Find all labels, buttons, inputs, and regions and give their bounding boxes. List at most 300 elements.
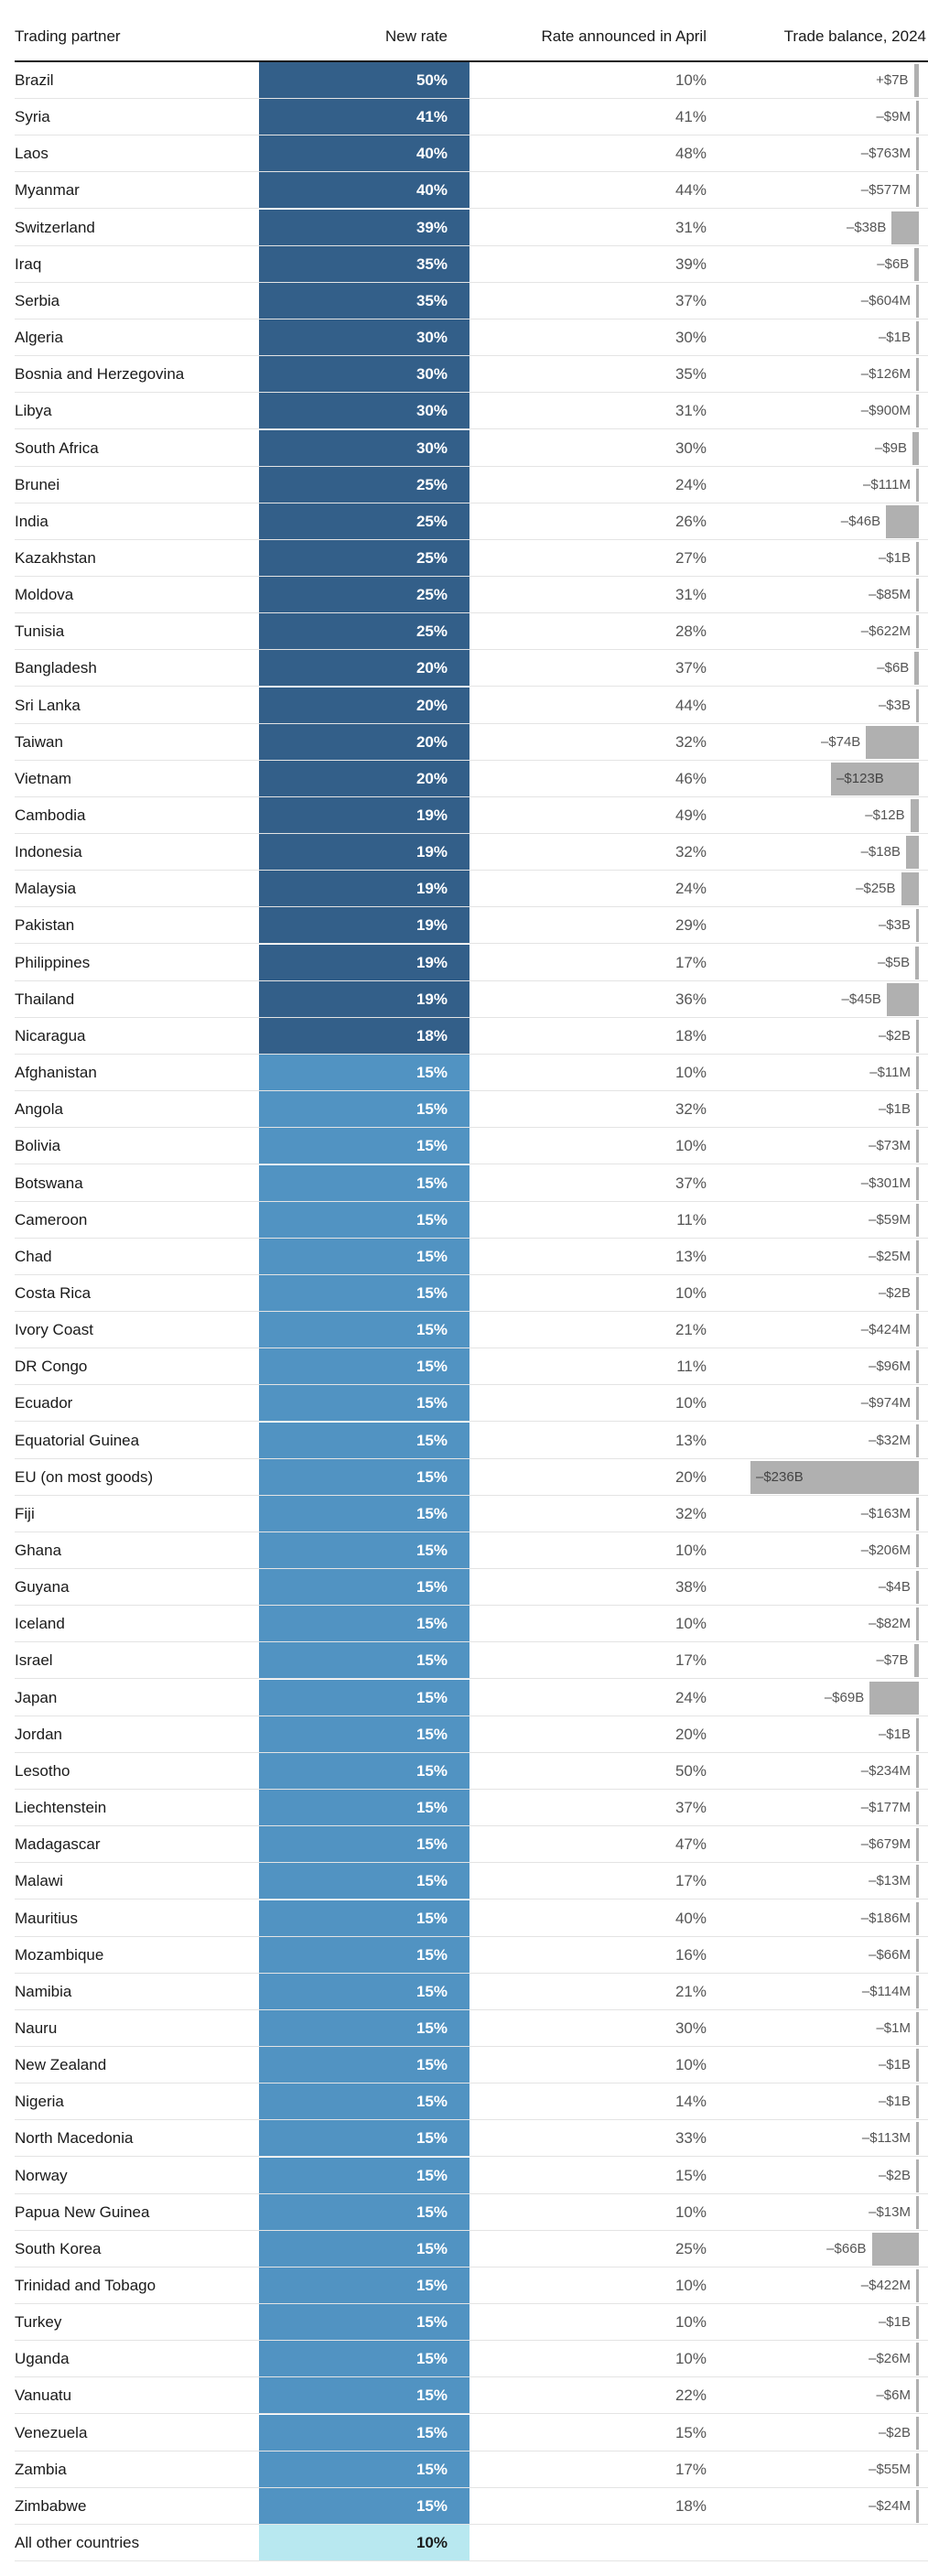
table-row bbox=[0, 210, 928, 246]
trade-balance-bar bbox=[916, 2306, 919, 2339]
table-row bbox=[0, 2341, 928, 2377]
trade-balance-cell bbox=[732, 2194, 919, 2231]
country-name: Vietnam bbox=[15, 769, 72, 787]
trade-balance-bar bbox=[916, 1534, 919, 1567]
trade-balance-bar bbox=[916, 137, 919, 170]
trade-balance-cell bbox=[732, 1128, 919, 1164]
trade-balance-label: –$45B bbox=[841, 990, 881, 1007]
trade-balance-cell bbox=[732, 577, 919, 613]
trade-balance-cell bbox=[732, 1790, 919, 1826]
new-rate-cell: 15% bbox=[259, 1128, 469, 1164]
april-rate-cell: 32% bbox=[674, 843, 707, 861]
country-name: Ivory Coast bbox=[15, 1321, 93, 1339]
country-name: Venezuela bbox=[15, 2423, 88, 2441]
table-row bbox=[0, 1128, 928, 1164]
country-name: South Korea bbox=[15, 2239, 102, 2257]
new-rate-cell: 15% bbox=[259, 1937, 469, 1974]
new-rate-cell: 18% bbox=[259, 1018, 469, 1055]
april-rate-cell: 10% bbox=[674, 1064, 707, 1082]
april-rate-cell: 30% bbox=[674, 438, 707, 457]
trade-balance-cell bbox=[732, 1937, 919, 1974]
trade-balance-bar bbox=[916, 1240, 919, 1273]
country-name: Syria bbox=[15, 108, 50, 126]
trade-balance-label: –$66M bbox=[869, 1946, 911, 1963]
table-row bbox=[0, 2304, 928, 2341]
country-name: All other countries bbox=[15, 2534, 140, 2552]
table-row bbox=[0, 1202, 928, 1239]
table-row bbox=[0, 2488, 928, 2525]
trade-balance-bar bbox=[916, 1204, 919, 1237]
april-rate-cell: 39% bbox=[674, 254, 707, 273]
table-row bbox=[0, 99, 928, 135]
country-name: Uganda bbox=[15, 2350, 70, 2368]
new-rate-cell: 15% bbox=[259, 1459, 469, 1496]
country-name: New Zealand bbox=[15, 2056, 107, 2074]
trade-balance-cell bbox=[732, 687, 919, 724]
trade-balance-bar bbox=[916, 1755, 919, 1788]
april-rate-cell: 47% bbox=[674, 1835, 707, 1854]
table-row bbox=[0, 467, 928, 503]
trade-balance-label: –$13M bbox=[869, 2203, 911, 2220]
trade-balance-label: –$66B bbox=[826, 2240, 867, 2257]
trade-balance-bar bbox=[916, 1314, 919, 1347]
table-row bbox=[0, 724, 928, 761]
trade-balance-cell bbox=[732, 1753, 919, 1790]
trade-balance-bar bbox=[916, 1939, 919, 1972]
trade-balance-bar bbox=[916, 1387, 919, 1420]
trade-balance-cell bbox=[732, 1423, 919, 1459]
april-rate-cell: 17% bbox=[674, 1872, 707, 1890]
april-rate-cell: 37% bbox=[674, 1174, 707, 1192]
trade-balance-bar bbox=[916, 469, 919, 502]
trade-balance-label: –$6M bbox=[876, 2387, 911, 2404]
trade-balance-bar bbox=[916, 2012, 919, 2045]
april-rate-cell: 21% bbox=[674, 1321, 707, 1339]
new-rate-cell: 15% bbox=[259, 1496, 469, 1532]
table-row bbox=[0, 430, 928, 467]
april-rate-cell: 14% bbox=[674, 2093, 707, 2111]
april-rate-cell: 38% bbox=[674, 1578, 707, 1596]
trade-balance-label: –$1B bbox=[878, 2094, 911, 2110]
new-rate-cell: 15% bbox=[259, 1680, 469, 1716]
table-row bbox=[0, 1459, 928, 1496]
country-name: Papua New Guinea bbox=[15, 2203, 150, 2221]
trade-balance-bar bbox=[916, 2122, 919, 2155]
trade-balance-label: –$59M bbox=[869, 1211, 911, 1228]
trade-balance-bar bbox=[866, 726, 919, 759]
april-rate-cell: 37% bbox=[674, 291, 707, 309]
trade-balance-label: –$577M bbox=[860, 182, 911, 199]
country-name: Malawi bbox=[15, 1872, 63, 1890]
trade-balance-label: –$186M bbox=[860, 1910, 911, 1926]
april-rate-cell: 13% bbox=[674, 1431, 707, 1449]
new-rate-cell: 15% bbox=[259, 1753, 469, 1790]
trade-balance-bar bbox=[911, 799, 919, 832]
table-row bbox=[0, 2268, 928, 2304]
trade-balance-cell bbox=[732, 1496, 919, 1532]
trade-balance-bar bbox=[891, 211, 919, 244]
trade-balance-cell bbox=[732, 135, 919, 172]
table-row bbox=[0, 1790, 928, 1826]
trade-balance-cell bbox=[732, 1532, 919, 1569]
table-row bbox=[0, 135, 928, 172]
table-row bbox=[0, 1569, 928, 1606]
april-rate-cell: 48% bbox=[674, 145, 707, 163]
trade-balance-label: –$6B bbox=[877, 660, 910, 676]
table-row bbox=[0, 613, 928, 650]
trade-balance-cell bbox=[732, 319, 919, 356]
trade-balance-cell bbox=[732, 2231, 919, 2268]
trade-balance-label: –$55M bbox=[869, 2461, 911, 2477]
trade-balance-cell bbox=[732, 2415, 919, 2452]
new-rate-cell: 10% bbox=[259, 2525, 469, 2561]
trade-balance-cell bbox=[732, 2120, 919, 2157]
new-rate-cell: 15% bbox=[259, 2488, 469, 2525]
trade-balance-cell bbox=[732, 246, 919, 283]
country-name: Iceland bbox=[15, 1615, 65, 1633]
april-rate-cell: 26% bbox=[674, 512, 707, 530]
trade-balance-label: –$1B bbox=[878, 330, 911, 346]
new-rate-cell: 15% bbox=[259, 1202, 469, 1239]
trade-balance-bar bbox=[916, 321, 919, 354]
new-rate-cell: 30% bbox=[259, 430, 469, 467]
table-row bbox=[0, 1606, 928, 1642]
new-rate-cell: 15% bbox=[259, 1900, 469, 1937]
trade-balance-label: –$26M bbox=[869, 2351, 911, 2367]
trade-balance-cell bbox=[732, 1826, 919, 1863]
april-rate-cell: 32% bbox=[674, 732, 707, 751]
country-name: Bosnia and Herzegovina bbox=[15, 365, 185, 384]
new-rate-cell: 15% bbox=[259, 2120, 469, 2157]
new-rate-cell: 25% bbox=[259, 613, 469, 650]
new-rate-cell: 20% bbox=[259, 724, 469, 761]
country-name: Chad bbox=[15, 1247, 52, 1265]
new-rate-cell: 30% bbox=[259, 356, 469, 393]
trade-balance-label: –$123B bbox=[836, 770, 884, 786]
april-rate-cell: 10% bbox=[674, 71, 707, 89]
table-row bbox=[0, 2120, 928, 2157]
new-rate-cell: 19% bbox=[259, 834, 469, 871]
trade-balance-bar bbox=[916, 1130, 919, 1163]
new-rate-cell: 25% bbox=[259, 467, 469, 503]
table-row bbox=[0, 1642, 928, 1679]
trade-balance-label: –$114M bbox=[861, 1983, 911, 1999]
april-rate-cell: 44% bbox=[674, 181, 707, 200]
trade-balance-bar bbox=[916, 1498, 919, 1531]
table-row bbox=[0, 1716, 928, 1753]
trade-balance-cell bbox=[732, 1202, 919, 1239]
country-name: Angola bbox=[15, 1100, 63, 1119]
country-name: Nigeria bbox=[15, 2093, 64, 2111]
new-rate-cell: 15% bbox=[259, 1055, 469, 1091]
april-rate-cell: 40% bbox=[674, 1909, 707, 1927]
new-rate-cell: 15% bbox=[259, 1239, 469, 1275]
april-rate-cell: 11% bbox=[676, 1358, 707, 1376]
country-name: Nicaragua bbox=[15, 1026, 86, 1044]
trade-balance-cell bbox=[732, 356, 919, 393]
new-rate-cell: 20% bbox=[259, 687, 469, 724]
april-rate-cell: 33% bbox=[674, 2129, 707, 2148]
trade-balance-label: –$763M bbox=[860, 146, 911, 162]
trade-balance-bar bbox=[916, 1902, 919, 1935]
trade-balance-bar bbox=[916, 2343, 919, 2376]
trade-balance-bar bbox=[916, 395, 919, 428]
trade-balance-bar bbox=[916, 2196, 919, 2229]
table-row bbox=[0, 1826, 928, 1863]
table-row bbox=[0, 62, 928, 99]
trade-balance-label: –$2B bbox=[878, 2167, 911, 2183]
trade-balance-label: –$1B bbox=[878, 2314, 911, 2331]
trade-balance-label: –$301M bbox=[860, 1174, 911, 1191]
table-row bbox=[0, 761, 928, 797]
new-rate-cell: 15% bbox=[259, 1569, 469, 1606]
trade-balance-label: –$46B bbox=[840, 513, 881, 529]
country-name: Norway bbox=[15, 2166, 68, 2184]
trade-balance-cell bbox=[732, 834, 919, 871]
table-row bbox=[0, 2231, 928, 2268]
new-rate-cell: 25% bbox=[259, 577, 469, 613]
trade-balance-cell bbox=[732, 1459, 919, 1496]
trade-balance-label: –$24M bbox=[869, 2497, 911, 2514]
trade-balance-cell bbox=[732, 1974, 919, 2010]
trade-balance-cell bbox=[732, 2452, 919, 2488]
table-row bbox=[0, 1680, 928, 1716]
country-name: Ghana bbox=[15, 1542, 62, 1559]
trade-balance-label: –$622M bbox=[860, 623, 911, 640]
table-row bbox=[0, 1312, 928, 1348]
trade-balance-bar bbox=[869, 1682, 919, 1715]
trade-balance-label: –$126M bbox=[860, 366, 911, 383]
april-rate-cell: 15% bbox=[674, 2423, 707, 2441]
trade-balance-cell bbox=[732, 1312, 919, 1348]
trade-balance-bar bbox=[916, 2417, 919, 2450]
trade-balance-bar bbox=[886, 505, 919, 538]
new-rate-cell: 19% bbox=[259, 945, 469, 981]
trade-balance-bar bbox=[914, 64, 919, 97]
new-rate-cell: 40% bbox=[259, 135, 469, 172]
trade-balance-label: –$3B bbox=[878, 917, 911, 934]
country-name: Trinidad and Tobago bbox=[15, 2277, 156, 2294]
trade-balance-label: –$9B bbox=[874, 439, 907, 456]
table-row bbox=[0, 393, 928, 429]
table-row bbox=[0, 1055, 928, 1091]
trade-balance-bar bbox=[914, 652, 919, 685]
april-rate-cell: 17% bbox=[674, 2460, 707, 2478]
new-rate-cell: 15% bbox=[259, 1165, 469, 1202]
country-name: Libya bbox=[15, 402, 52, 420]
trade-balance-bar bbox=[916, 1020, 919, 1053]
trade-balance-label: –$69B bbox=[824, 1689, 865, 1705]
trade-balance-cell bbox=[732, 2377, 919, 2414]
trade-balance-bar bbox=[916, 1607, 919, 1640]
trade-balance-bar bbox=[916, 1056, 919, 1089]
trade-balance-bar bbox=[916, 542, 919, 575]
table-row bbox=[0, 2047, 928, 2084]
trade-balance-label: –$2B bbox=[878, 1027, 911, 1044]
trade-balance-bar bbox=[916, 174, 919, 207]
country-name: Algeria bbox=[15, 329, 63, 347]
new-rate-cell: 15% bbox=[259, 1348, 469, 1385]
new-rate-cell: 15% bbox=[259, 2415, 469, 2452]
trade-balance-bar bbox=[916, 2379, 919, 2412]
trade-balance-bar bbox=[916, 689, 919, 722]
country-name: India bbox=[15, 512, 49, 530]
trade-balance-label: –$2B bbox=[878, 2424, 911, 2441]
country-name: Brunei bbox=[15, 475, 60, 493]
table-row bbox=[0, 577, 928, 613]
new-rate-cell: 35% bbox=[259, 246, 469, 283]
country-name: Serbia bbox=[15, 291, 60, 309]
trade-balance-cell bbox=[732, 1165, 919, 1202]
trade-balance-bar bbox=[916, 2049, 919, 2082]
trade-balance-label: –$604M bbox=[860, 292, 911, 308]
table-row bbox=[0, 1532, 928, 1569]
trade-balance-label: –$900M bbox=[860, 403, 911, 419]
new-rate-cell: 30% bbox=[259, 319, 469, 356]
trade-balance-label: –$96M bbox=[869, 1358, 911, 1375]
table-row bbox=[0, 1753, 928, 1790]
country-name: Pakistan bbox=[15, 916, 75, 935]
april-rate-cell: 10% bbox=[674, 1615, 707, 1633]
country-name: Nauru bbox=[15, 2019, 58, 2037]
new-rate-cell: 15% bbox=[259, 2304, 469, 2341]
trade-balance-label: –$4B bbox=[878, 1579, 911, 1596]
trade-balance-cell bbox=[732, 1900, 919, 1937]
table-row bbox=[0, 540, 928, 577]
country-name: Myanmar bbox=[15, 181, 80, 200]
country-name: Iraq bbox=[15, 254, 42, 273]
table-row bbox=[0, 319, 928, 356]
table-row bbox=[0, 687, 928, 724]
trade-balance-label: –$1B bbox=[878, 1101, 911, 1118]
trade-balance-cell bbox=[732, 283, 919, 319]
april-rate-cell: 25% bbox=[674, 2239, 707, 2257]
new-rate-cell: 15% bbox=[259, 1385, 469, 1422]
table-row bbox=[0, 356, 928, 393]
april-rate-cell: 44% bbox=[674, 696, 707, 714]
new-rate-cell: 15% bbox=[259, 2341, 469, 2377]
new-rate-cell: 50% bbox=[259, 62, 469, 99]
table-row bbox=[0, 283, 928, 319]
april-rate-cell: 49% bbox=[674, 806, 707, 824]
country-name: Indonesia bbox=[15, 843, 82, 861]
country-name: Malaysia bbox=[15, 880, 77, 898]
trade-balance-bar bbox=[916, 1828, 919, 1861]
trade-balance-label: –$12B bbox=[865, 807, 905, 823]
trade-balance-cell bbox=[732, 430, 919, 467]
trade-balance-cell bbox=[732, 724, 919, 761]
april-rate-cell: 29% bbox=[674, 916, 707, 935]
table-row bbox=[0, 1974, 928, 2010]
trade-balance-cell bbox=[732, 172, 919, 209]
trade-balance-bar bbox=[916, 579, 919, 612]
new-rate-cell: 15% bbox=[259, 1312, 469, 1348]
trade-balance-cell bbox=[732, 1680, 919, 1716]
table-row bbox=[0, 1348, 928, 1385]
new-rate-cell: 19% bbox=[259, 907, 469, 944]
new-rate-cell: 19% bbox=[259, 797, 469, 834]
country-name: Botswana bbox=[15, 1174, 83, 1192]
country-name: Bolivia bbox=[15, 1137, 61, 1155]
table-row bbox=[0, 2194, 928, 2231]
april-rate-cell: 16% bbox=[674, 1945, 707, 1964]
new-rate-cell: 20% bbox=[259, 650, 469, 687]
trade-balance-cell bbox=[732, 2084, 919, 2120]
table-row bbox=[0, 1239, 928, 1275]
country-name: DR Congo bbox=[15, 1358, 88, 1376]
trade-balance-bar bbox=[916, 1791, 919, 1824]
trade-balance-cell bbox=[732, 945, 919, 981]
country-name: Tunisia bbox=[15, 622, 65, 641]
april-rate-cell: 50% bbox=[674, 1761, 707, 1780]
trade-balance-cell bbox=[732, 1863, 919, 1900]
country-name: Kazakhstan bbox=[15, 548, 96, 567]
april-rate-cell: 37% bbox=[674, 1799, 707, 1817]
trade-balance-cell bbox=[732, 1275, 919, 1312]
trade-balance-label: –$234M bbox=[860, 1762, 911, 1779]
trade-balance-cell bbox=[732, 2488, 919, 2525]
trade-balance-label: –$206M bbox=[860, 1542, 911, 1558]
trade-balance-label: –$111M bbox=[863, 476, 911, 492]
trade-balance-label: –$163M bbox=[860, 1505, 911, 1521]
april-rate-cell: 24% bbox=[674, 1688, 707, 1706]
april-rate-cell: 10% bbox=[674, 2313, 707, 2332]
april-rate-cell: 20% bbox=[674, 1725, 707, 1743]
new-rate-cell: 39% bbox=[259, 210, 469, 246]
table-row bbox=[0, 503, 928, 540]
april-rate-cell: 31% bbox=[674, 218, 707, 236]
country-name: Madagascar bbox=[15, 1835, 101, 1854]
trade-balance-cell bbox=[732, 2158, 919, 2194]
trade-balance-label: –$85M bbox=[869, 587, 911, 603]
trade-balance-cell bbox=[732, 2304, 919, 2341]
country-name: Fiji bbox=[15, 1504, 35, 1522]
trade-balance-bar bbox=[906, 836, 919, 869]
april-rate-cell: 22% bbox=[674, 2387, 707, 2405]
table-row bbox=[0, 1863, 928, 1900]
trade-balance-cell bbox=[732, 613, 919, 650]
table-row bbox=[0, 1385, 928, 1422]
trade-balance-label: –$32M bbox=[869, 1432, 911, 1448]
april-rate-cell: 10% bbox=[674, 2277, 707, 2294]
trade-balance-bar bbox=[916, 1571, 919, 1604]
table-row bbox=[0, 2158, 928, 2194]
trade-balance-label: –$424M bbox=[860, 1322, 911, 1338]
april-rate-cell: 10% bbox=[674, 2350, 707, 2368]
new-rate-cell: 15% bbox=[259, 1606, 469, 1642]
april-rate-cell: 10% bbox=[674, 1283, 707, 1302]
trade-balance-cell bbox=[732, 393, 919, 429]
new-rate-cell: 19% bbox=[259, 981, 469, 1018]
april-rate-cell: 10% bbox=[674, 1137, 707, 1155]
country-name: Afghanistan bbox=[15, 1064, 97, 1082]
april-rate-cell: 11% bbox=[676, 1210, 707, 1228]
april-rate-cell: 31% bbox=[674, 586, 707, 604]
table-row bbox=[0, 945, 928, 981]
table-row bbox=[0, 1275, 928, 1312]
april-rate-cell: 10% bbox=[674, 1542, 707, 1559]
trade-balance-cell bbox=[732, 1091, 919, 1128]
country-name: Switzerland bbox=[15, 218, 95, 236]
country-name: Zimbabwe bbox=[15, 2496, 87, 2515]
trade-balance-label: –$38B bbox=[847, 219, 887, 235]
country-name: Moldova bbox=[15, 586, 74, 604]
trade-balance-cell bbox=[732, 1642, 919, 1679]
trade-balance-cell bbox=[732, 2010, 919, 2047]
trade-balance-cell bbox=[732, 650, 919, 687]
trade-balance-label: –$82M bbox=[869, 1616, 911, 1632]
table-row bbox=[0, 172, 928, 209]
